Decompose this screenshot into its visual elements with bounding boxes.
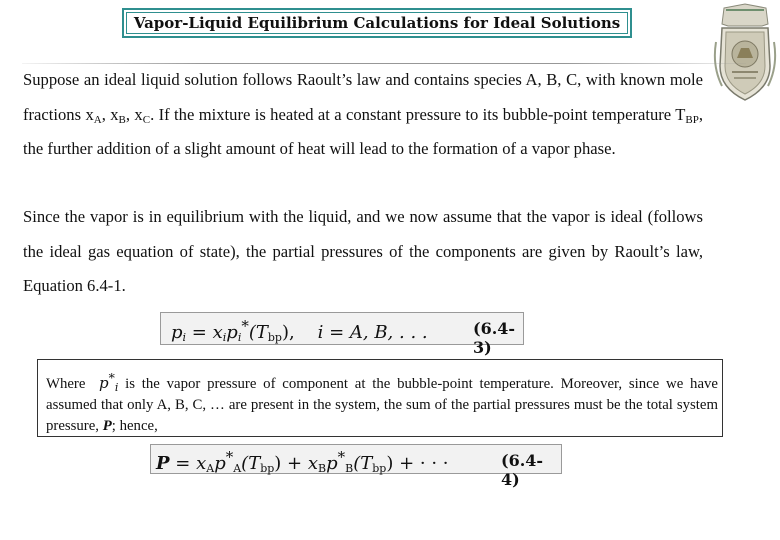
paragraph-vapor-equilibrium: Since the vapor is in equilibrium with the liquid, and we now assume that the vapor is ideal (follows the ideal gas equation of state), the partial pressures of the components are given by Raoult’s law, Equation 6.4-1.	[23, 207, 703, 295]
equation-6-4-4	[150, 444, 562, 489]
where-text-box	[37, 359, 723, 437]
equation-6-4-4-tag: (6.4-4)	[501, 451, 544, 489]
equation-6-4-3-tag: (6.4-3)	[473, 319, 516, 357]
slide-title-box	[122, 8, 632, 38]
slide-title: Vapor-Liquid Equilibrium Calculations for Ideal Solutions	[133, 14, 621, 32]
equation-6-4-3-formula: $p_i = x_ip_i^*(T_{bp})$, i = A, B, . . .	[171, 317, 428, 344]
university-crest-icon	[712, 2, 778, 106]
where-paragraph: Where $p^*_i$ is the vapor pressure of component at the bubble-point temperature. Moreover, since we have assumed that only A, B, C, … are present in the system, the sum of the partial pressures must be the total system pressure, P; hence,	[46, 370, 718, 434]
equation-6-4-3	[160, 312, 524, 357]
paragraph-raoult-intro: Suppose an ideal liquid solution follows Raoult’s law and contains species A, B, C, with known mole fractions $x_A$, $x_B$, $x_C$. If the mixture is heated at a constant pressure to its bubble-point temperature $T_{BP}$, the further addition of a slight amount of heat will lead to the formation of a vapor phase.	[23, 70, 704, 158]
equation-6-4-4-formula: $P = x_Ap^*_A(T_{bp}) + x_Bp^*_B(T_{bp})$ + · · ·	[156, 448, 449, 475]
